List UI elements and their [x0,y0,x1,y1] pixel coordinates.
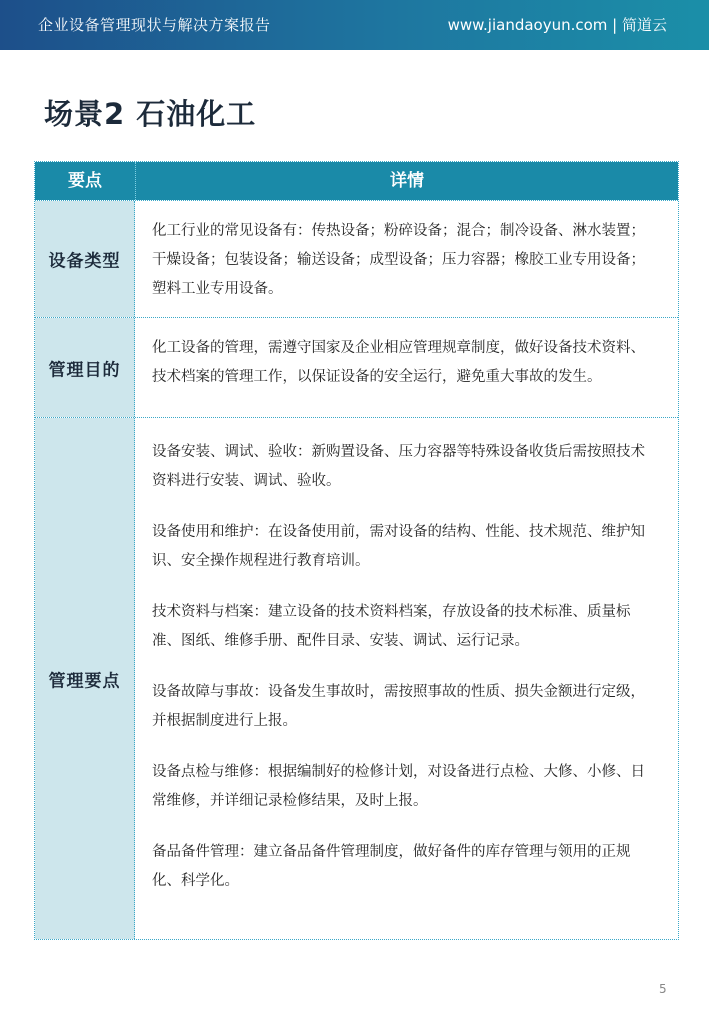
detail-paragraph: 设备使用和维护：在设备使用前，需对设备的结构、性能、技术规范、维护知识、安全操作规程进行教育培训。 [152,524,645,569]
detail-paragraph: 设备点检与维修：根据编制好的检修计划，对设备进行点检、大修、小修、日常维修，并详细记录检修结果，及时上报。 [152,764,645,809]
page-number: 5 [659,982,667,996]
detail-paragraph: 化工设备的管理，需遵守国家及企业相应管理规章制度，做好设备技术资料、技术档案的管理工作，以保证设备的安全运行，避免重大事故的发生。 [152,340,645,385]
row-key-cell [35,318,135,417]
row-detail-cell [152,334,657,392]
row-key-label: 管理目的 [48,360,121,380]
column-header-key: 要点 [68,171,102,191]
row-key-label: 设备类型 [48,251,121,272]
table-row [35,417,678,939]
page-title: 场景2 石油化工 [44,97,257,131]
report-title: 企业设备管理现状与解决方案报告 [38,16,271,34]
row-key-cell [35,418,135,939]
detail-paragraph: 设备安装、调试、验收：新购置设备、压力容器等特殊设备收货后需按照技术资料进行安装、调试、验收。 [152,444,645,489]
info-table [34,161,679,940]
row-detail-cell [152,217,657,304]
table-row [35,317,678,417]
row-detail-cell [152,438,657,896]
detail-paragraph: 技术资料与档案：建立设备的技术资料档案，存放设备的技术标准、质量标准、图纸、维修手册、配件目录、安装、调试、运行记录。 [152,604,631,649]
header-bar [0,0,709,50]
column-header-detail: 详情 [390,171,424,191]
site-link[interactable]: www.jiandaoyun.com | 简道云 [447,16,667,34]
detail-paragraph: 设备故障与事故：设备发生事故时，需按照事故的性质、损失金额进行定级，并根据制度进行上报。 [152,684,645,729]
detail-paragraph: 备品备件管理：建立备品备件管理制度，做好备件的库存管理与领用的正规化、科学化。 [152,844,631,889]
table-row [35,200,678,317]
table-header [35,162,678,200]
row-key-label: 管理要点 [48,671,121,691]
row-key-cell [35,201,135,317]
detail-paragraph: 化工行业的常见设备有：传热设备；粉碎设备；混合；制冷设备、淋水装置；干燥设备；包装设备；输送设备；成型设备；压力容器；橡胶工业专用设备；塑料工业专用设备。 [152,223,645,297]
